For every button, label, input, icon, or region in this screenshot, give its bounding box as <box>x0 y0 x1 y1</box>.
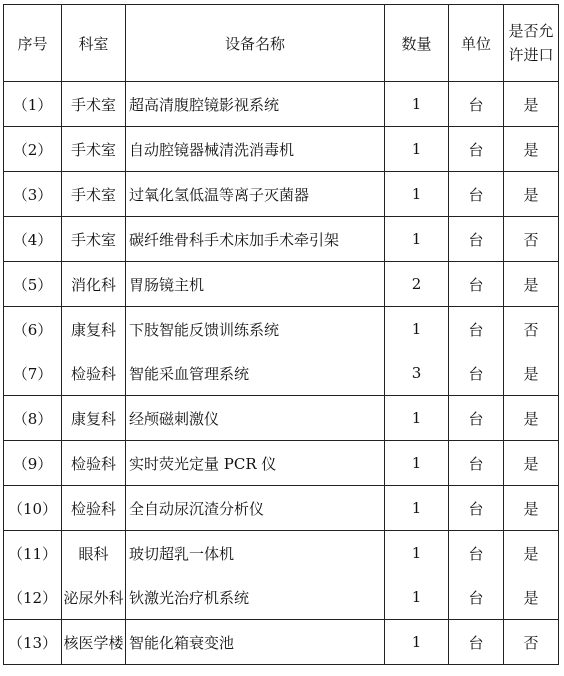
cell-import: 是 <box>504 531 559 576</box>
cell-import: 是 <box>504 262 559 307</box>
cell-import: 否 <box>504 307 559 352</box>
cell-name: 钬激光治疗机系统 <box>126 575 385 620</box>
cell-seq: （2） <box>4 127 62 172</box>
equipment-table <box>3 4 559 665</box>
table-row <box>4 575 559 620</box>
cell-unit: 台 <box>449 262 504 307</box>
header-qty: 数量 <box>385 5 449 82</box>
header-import <box>504 5 559 82</box>
cell-seq: （3） <box>4 172 62 217</box>
cell-seq: （6） <box>4 307 62 352</box>
cell-unit: 台 <box>449 217 504 262</box>
cell-unit: 台 <box>449 575 504 620</box>
header-dept: 科室 <box>62 5 126 82</box>
table-row <box>4 262 559 307</box>
header-row <box>4 5 559 82</box>
cell-import: 是 <box>504 172 559 217</box>
header-import-line1: 是否允 <box>508 22 554 40</box>
cell-unit: 台 <box>449 531 504 576</box>
cell-seq: （9） <box>4 441 62 486</box>
cell-import: 是 <box>504 127 559 172</box>
cell-import: 是 <box>504 351 559 396</box>
cell-qty: 1 <box>385 441 449 486</box>
cell-unit: 台 <box>449 82 504 127</box>
cell-name: 过氧化氢低温等离子灭菌器 <box>126 172 385 217</box>
cell-dept: 康复科 <box>62 396 126 441</box>
header-name: 设备名称 <box>126 5 385 82</box>
cell-name: 玻切超乳一体机 <box>126 531 385 576</box>
cell-import: 否 <box>504 217 559 262</box>
cell-dept: 眼科 <box>62 531 126 576</box>
cell-import: 是 <box>504 575 559 620</box>
table-row <box>4 486 559 531</box>
table-row <box>4 307 559 352</box>
header-unit: 单位 <box>449 5 504 82</box>
cell-qty: 1 <box>385 217 449 262</box>
cell-dept: 手术室 <box>62 217 126 262</box>
cell-qty: 1 <box>385 127 449 172</box>
cell-seq: （7） <box>4 351 62 396</box>
cell-import: 否 <box>504 620 559 665</box>
header-seq: 序号 <box>4 5 62 82</box>
cell-name: 实时荧光定量 PCR 仪 <box>126 441 385 486</box>
cell-dept: 手术室 <box>62 127 126 172</box>
cell-import: 是 <box>504 486 559 531</box>
table-row <box>4 351 559 396</box>
cell-qty: 1 <box>385 396 449 441</box>
table-row <box>4 441 559 486</box>
cell-seq: （11） <box>4 531 62 576</box>
cell-name: 全自动尿沉渣分析仪 <box>126 486 385 531</box>
cell-seq: （10） <box>4 486 62 531</box>
cell-qty: 3 <box>385 351 449 396</box>
cell-unit: 台 <box>449 307 504 352</box>
cell-qty: 1 <box>385 307 449 352</box>
cell-unit: 台 <box>449 127 504 172</box>
cell-seq: （13） <box>4 620 62 665</box>
cell-import: 是 <box>504 82 559 127</box>
cell-dept: 核医学楼 <box>62 620 126 665</box>
cell-qty: 1 <box>385 172 449 217</box>
cell-name: 智能采血管理系统 <box>126 351 385 396</box>
cell-dept: 检验科 <box>62 441 126 486</box>
header-import-line2: 许进口 <box>508 46 554 64</box>
cell-qty: 1 <box>385 620 449 665</box>
cell-dept: 手术室 <box>62 172 126 217</box>
cell-qty: 1 <box>385 531 449 576</box>
cell-seq: （8） <box>4 396 62 441</box>
table-row <box>4 531 559 576</box>
table-row <box>4 127 559 172</box>
cell-name: 碳纤维骨科手术床加手术牵引架 <box>126 217 385 262</box>
cell-unit: 台 <box>449 172 504 217</box>
cell-name: 胃肠镜主机 <box>126 262 385 307</box>
table-row <box>4 217 559 262</box>
table-row <box>4 82 559 127</box>
table-row <box>4 620 559 665</box>
cell-unit: 台 <box>449 351 504 396</box>
cell-dept: 手术室 <box>62 82 126 127</box>
cell-name: 超高清腹腔镜影视系统 <box>126 82 385 127</box>
cell-name: 经颅磁刺激仪 <box>126 396 385 441</box>
cell-seq: （1） <box>4 82 62 127</box>
table-row <box>4 172 559 217</box>
cell-qty: 2 <box>385 262 449 307</box>
cell-unit: 台 <box>449 396 504 441</box>
cell-seq: （4） <box>4 217 62 262</box>
cell-unit: 台 <box>449 486 504 531</box>
cell-dept: 检验科 <box>62 351 126 396</box>
cell-qty: 1 <box>385 486 449 531</box>
cell-qty: 1 <box>385 82 449 127</box>
cell-dept: 消化科 <box>62 262 126 307</box>
cell-seq: （12） <box>4 575 62 620</box>
cell-unit: 台 <box>449 620 504 665</box>
cell-import: 是 <box>504 396 559 441</box>
cell-unit: 台 <box>449 441 504 486</box>
cell-dept: 康复科 <box>62 307 126 352</box>
cell-import: 是 <box>504 441 559 486</box>
table-row <box>4 396 559 441</box>
cell-name: 智能化箱衰变池 <box>126 620 385 665</box>
cell-name: 自动腔镜器械清洗消毒机 <box>126 127 385 172</box>
cell-name: 下肢智能反馈训练系统 <box>126 307 385 352</box>
cell-dept: 泌尿外科 <box>62 575 126 620</box>
cell-dept: 检验科 <box>62 486 126 531</box>
cell-qty: 1 <box>385 575 449 620</box>
cell-seq: （5） <box>4 262 62 307</box>
